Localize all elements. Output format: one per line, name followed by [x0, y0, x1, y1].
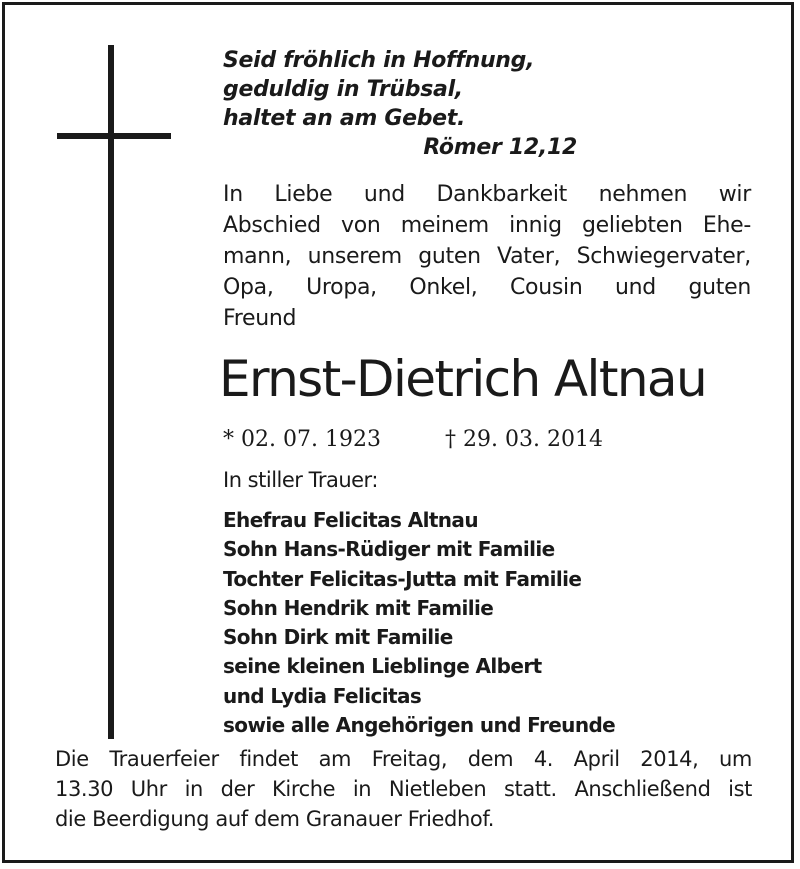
mourner-item: Tochter Felicitas-Jutta mit Familie [223, 566, 582, 591]
verse-line: Seid fröhlich in Hoffnung, [223, 48, 535, 73]
farewell-line: In Liebe und Dankbarkeit nehmen wir [223, 182, 751, 207]
death-date: † 29. 03. 2014 [445, 427, 603, 452]
bible-verse [223, 46, 583, 162]
mourning-label: In stiller Trauer: [223, 468, 378, 492]
mourner-item: und Lydia Felicitas [223, 683, 422, 708]
mourner-item: sowie alle Angehörigen und Freunde [223, 713, 616, 738]
service-line: Die Trauerfeier findet am Freitag, dem 4. April 2014, um [55, 747, 752, 771]
mourner-item: Sohn Hans-Rüdiger mit Familie [223, 537, 555, 562]
cross-horizontal-bar [57, 133, 171, 139]
mourner-item: Sohn Dirk mit Familie [223, 625, 453, 650]
farewell-line: mann, unserem guten Vater, Schwiegervater, [223, 244, 751, 269]
verse-line: haltet an am Gebet. [223, 106, 466, 131]
mourners-list [223, 506, 743, 740]
service-line: 13.30 Uhr in der Kirche in Nietleben statt. Anschließend ist [55, 777, 752, 801]
mourner-item: Ehefrau Felicitas Altnau [223, 508, 478, 532]
mourner-item: Sohn Hendrik mit Familie [223, 595, 494, 620]
mourner-item: seine kleinen Lieblinge Albert [223, 654, 542, 679]
farewell-line: Freund [223, 306, 297, 331]
funeral-service-info [55, 744, 752, 834]
obituary-notice [2, 2, 794, 863]
cross-vertical-bar [108, 45, 114, 739]
farewell-line: Abschied von meinem innig geliebten Ehe- [223, 213, 751, 238]
service-line: die Beerdigung auf dem Granauer Friedhof. [55, 807, 495, 831]
verse-reference: Römer 12,12 [423, 135, 577, 160]
birth-date: * 02. 07. 1923 [223, 427, 381, 452]
farewell-text [223, 179, 751, 334]
farewell-line: Opa, Uropa, Onkel, Cousin und guten [223, 275, 751, 300]
verse-line: geduldig in Trübsal, [223, 77, 463, 102]
deceased-name: Ernst-Dietrich Altnau [219, 350, 707, 408]
